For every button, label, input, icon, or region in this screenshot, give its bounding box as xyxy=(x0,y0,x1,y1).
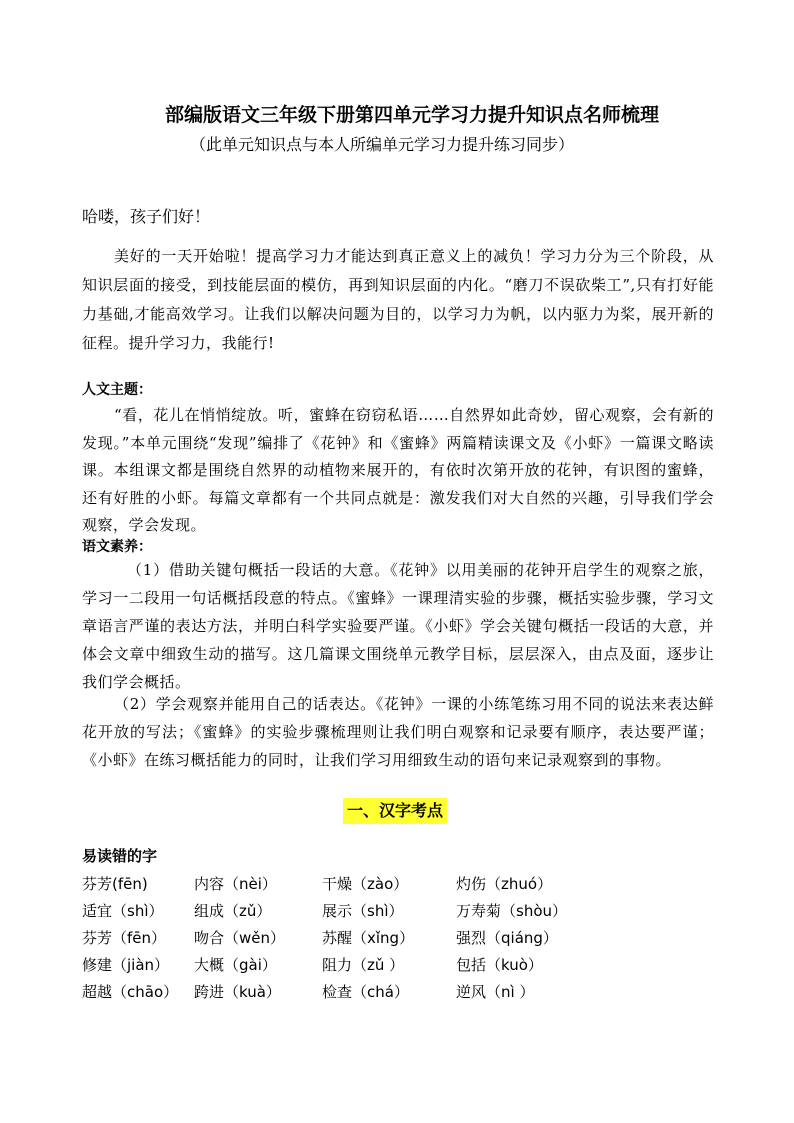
greeting: 哈喽，孩子们好！ xyxy=(82,207,211,226)
word-item: 芬芳（fēn） xyxy=(82,929,167,947)
word-item: 吻合（wěn） xyxy=(194,929,286,947)
word-item: 阻力（zǔ ） xyxy=(322,956,405,974)
word-item: 干燥（zào） xyxy=(322,875,409,893)
word-row xyxy=(82,899,642,926)
word-item: 大概（gài） xyxy=(194,956,277,974)
section-heading-hanzi: 一、汉字考点 xyxy=(343,798,447,824)
theme-paragraph: “看，花儿在悄悄绽放。听，蜜蜂在窃窃私语……自然界如此奇妙，留心观察，会有新的发现。”本单元围绕“发现”编排了《花钟》和《蜜蜂》两篇精读课文及《小虾》一篇课文略读课。本组课文都是围绕自然界的动植物来展开的，有依时次第开放的花钟，有识图的蜜蜂，还有好胜的小虾。每篇文章都有一个共同点就是：激发我们对大自然的兴趣，引导我们学会观察，学会发现。 xyxy=(82,406,714,534)
theme-label: 人文主题： xyxy=(82,382,152,398)
literacy-label: 语文素养： xyxy=(82,539,152,555)
word-item: 适宜（shì） xyxy=(82,902,164,920)
literacy-point-1: （1）借助关键句概括一段话的大意。《花钟》以用美丽的花钟开启学生的观察之旅，学习一二段用一句话概括段意的特点。《蜜蜂》一课理清实验的步骤，概括实验步骤，学习文章语言严谨的表达方法，并明白科学实验要严谨。《小虾》学会关键句概括一段话的大意，并体会文章中细致生动的描写。这几篇课文围绕单元教学目标，层层深入，由点及面，逐步让我们学会概括。 xyxy=(82,561,714,691)
subheading-easy-misread: 易读错的字 xyxy=(82,847,158,865)
word-item: 检查（chá） xyxy=(322,983,409,1001)
word-item: 展示（shì） xyxy=(322,902,404,920)
word-item: 组成（zǔ） xyxy=(194,902,272,920)
word-item: 超越（chāo） xyxy=(82,983,179,1001)
word-item: 逆风（nì ） xyxy=(456,983,535,1001)
word-item: 苏醒（xǐng） xyxy=(322,929,415,947)
word-item: 包括（kuò） xyxy=(456,956,543,974)
word-row xyxy=(82,953,642,980)
word-item: 强烈（qiáng） xyxy=(456,929,558,947)
intro-paragraph: 美好的一天开始啦！提高学习力才能达到真正意义上的减负！学习力分为三个阶段，从知识层面的接受，到技能层面的模仿，再到知识层面的内化。“磨刀不误砍柴工”,只有打好能力基础,才能高效学习。让我们以解决问题为目的，以学习力为帆，以内驱力为桨，展开新的征程。提升学习力，我能行! xyxy=(82,247,714,352)
word-item: 跨进（kuà） xyxy=(194,983,281,1001)
word-item: 修建（jiàn） xyxy=(82,956,170,974)
word-item: 内容（nèi） xyxy=(194,875,277,893)
word-row xyxy=(82,980,642,1007)
word-item: 灼伤（zhuó） xyxy=(456,875,553,893)
document-subtitle: （此单元知识点与本人所编单元学习力提升练习同步） xyxy=(190,135,575,154)
word-grid xyxy=(82,872,642,1007)
document-title: 部编版语文三年级下册第四单元学习力提升知识点名师梳理 xyxy=(164,104,659,126)
literacy-point-2: （2）学会观察并能用自己的话表达。《花钟》一课的小练笔练习用不同的说法来表达鲜花开放的写法；《蜜蜂》的实验步骤梳理则让我们明白观察和记录要有顺序，表达要严谨；《小虾》在练习概括能力的同时，让我们学习用细致生动的语句来记录观察到的事物。 xyxy=(82,695,714,769)
word-row xyxy=(82,926,642,953)
word-item: 芬芳(fēn) xyxy=(82,875,148,893)
word-item: 万寿菊（shòu） xyxy=(456,902,568,920)
word-row xyxy=(82,872,642,899)
